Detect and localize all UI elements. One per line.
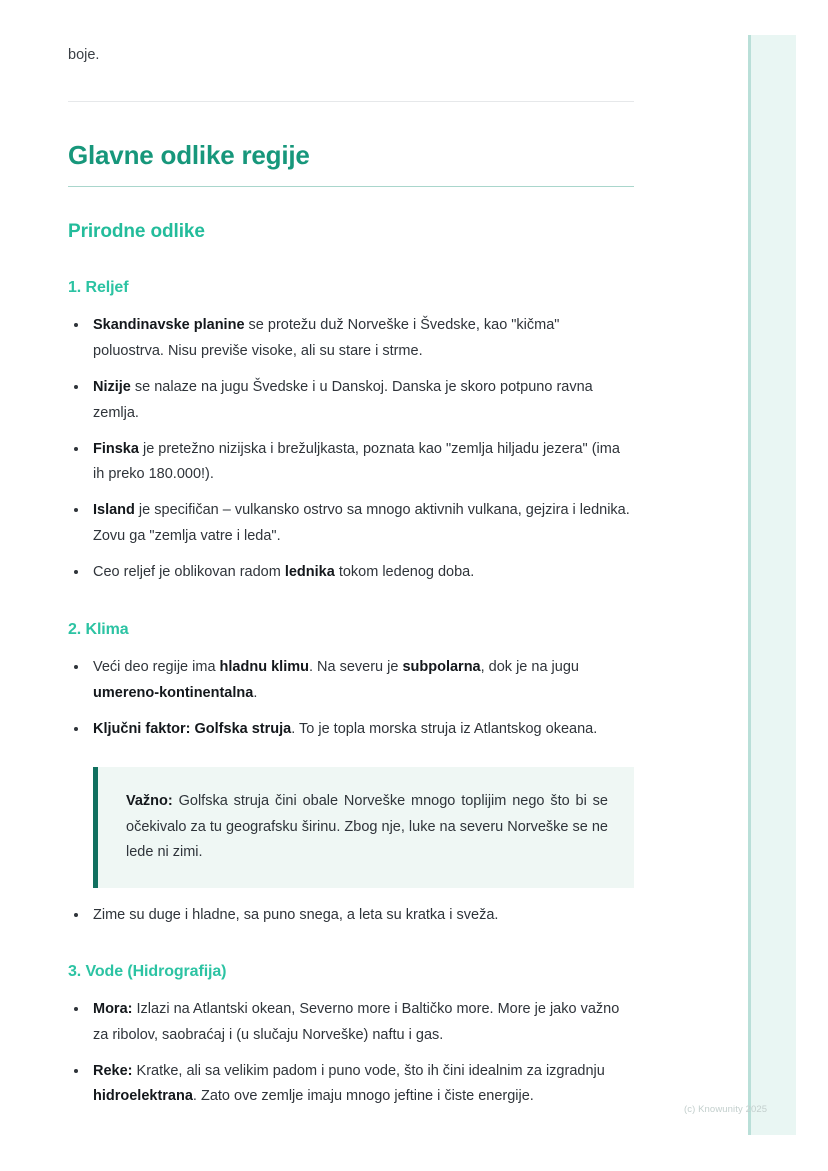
- item-text-pre: Veći deo regije ima: [93, 659, 220, 676]
- item-text: . To je topla morska struja iz Atlantskog okeana.: [291, 721, 598, 738]
- item-term: Island: [93, 502, 135, 519]
- callout-label: Važno:: [126, 792, 173, 809]
- right-decorative-band-edge: [748, 35, 751, 1135]
- item-text-pre: Ceo reljef je oblikovan radom: [93, 563, 285, 580]
- list-klima: [68, 655, 634, 742]
- heading-vode: 3. Vode (Hidrografija): [68, 963, 227, 981]
- list-item: [68, 437, 634, 489]
- important-callout: [93, 767, 634, 888]
- subsection-title: Prirodne odlike: [68, 220, 205, 242]
- list-item: [68, 375, 634, 427]
- item-term: Ključni faktor: Golfska struja: [93, 721, 292, 738]
- list-item: [68, 997, 634, 1049]
- item-text: Zime su duge i hladne, sa puno snega, a leta su kratka i sveža.: [93, 907, 499, 924]
- page-title: Glavne odlike regije: [68, 140, 310, 171]
- item-term: Finska: [93, 440, 139, 457]
- item-term: Nizije: [93, 378, 131, 395]
- list-item: [68, 1059, 634, 1111]
- list-item: [68, 655, 634, 707]
- list-vode: [68, 997, 634, 1110]
- item-text: se protežu duž Norveške i Švedske, kao "kičma" poluostrva. Nisu previše visoke, ali su stare i strme.: [93, 317, 560, 360]
- list-reljef: [68, 313, 634, 585]
- item-term: Skandinavske planine: [93, 317, 245, 334]
- item-text: se nalaze na jugu Švedske i u Danskoj. Danska je skoro potpuno ravna zemlja.: [93, 378, 593, 421]
- heading-klima: 2. Klima: [68, 621, 129, 639]
- item-text: Kratke, ali sa velikim padom i puno vode, što ih čini idealnim za izgradnju: [132, 1062, 605, 1079]
- item-text-2: . Zato ove zemlje imaju mnogo jeftine i čiste energije.: [192, 1088, 534, 1105]
- list-item: [68, 498, 634, 550]
- copyright-watermark: (c) Knowunity 2025: [684, 1104, 768, 1115]
- heading-reljef: 1. Reljef: [68, 279, 129, 297]
- callout-body: Golfska struja čini obale Norveške mnogo toplijim nego što bi se očekivalo za tu geografsku širinu. Zbog nje, luke na severu Norveške se ne lede ni zimi.: [126, 792, 608, 861]
- item-text-mid: . Na severu je: [308, 659, 403, 676]
- list-item: [68, 717, 634, 743]
- title-underline: [68, 186, 634, 187]
- callout-text: [126, 789, 608, 866]
- item-term: hladnu klimu: [219, 659, 309, 676]
- item-text: Izlazi na Atlantski okean, Severno more i Baltičko more. More je jako važno za ribolov, saobraćaj i (u slučaju Norveške) naftu i gas.: [93, 1001, 620, 1043]
- document-content: [68, 0, 634, 1110]
- item-text-mid-2: , dok je na jugu: [480, 659, 579, 676]
- item-term-3: umereno-kontinentalna: [93, 685, 254, 702]
- list-item: [68, 903, 634, 929]
- item-term-2: subpolarna: [402, 659, 481, 676]
- right-decorative-band: [748, 35, 796, 1135]
- list-item: [68, 560, 634, 586]
- list-klima-after: [68, 903, 634, 929]
- item-text: je specifičan – vulkansko ostrvo sa mnogo aktivnih vulkana, gejzira i lednika. Zovu ga "zemlja vatre i leda".: [93, 502, 630, 544]
- item-term: Reke:: [93, 1062, 133, 1079]
- item-term: lednika: [284, 563, 335, 580]
- item-text: tokom ledenog doba.: [334, 563, 475, 580]
- item-term-2: hidroelektrana: [93, 1088, 193, 1105]
- lead-paragraph: boje.: [68, 47, 100, 63]
- item-text: je pretežno nizijska i brežuljkasta, poznata kao "zemlja hiljadu jezera" (ima ih preko 180.000!).: [93, 440, 620, 483]
- item-term: Mora:: [93, 1001, 133, 1018]
- item-text: .: [253, 685, 258, 702]
- list-item: [68, 313, 634, 365]
- section-divider: [68, 101, 634, 102]
